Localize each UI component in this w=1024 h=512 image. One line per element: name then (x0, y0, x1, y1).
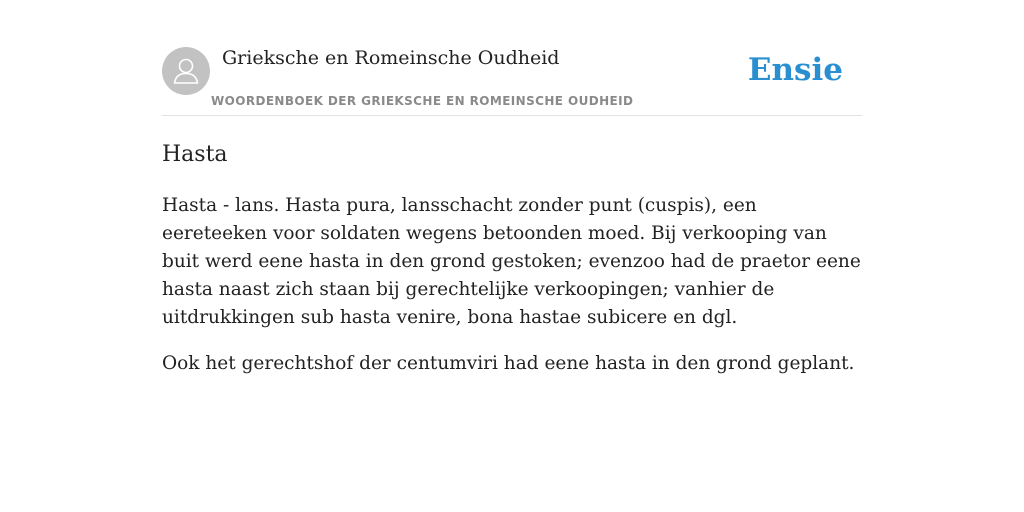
entry-title: Hasta (162, 142, 228, 167)
entry-body (162, 192, 862, 396)
ensie-logo[interactable]: Ensie (747, 52, 843, 88)
source-subtitle: WOORDENBOEK DER GRIEKSCHE EN ROMEINSCHE OUDHEID (211, 94, 634, 108)
page (162, 0, 862, 374)
header (162, 0, 862, 116)
user-icon (162, 47, 210, 95)
source-title[interactable]: Grieksche en Romeinsche Oudheid (222, 47, 560, 69)
avatar[interactable] (162, 47, 210, 95)
entry-paragraph: Hasta - lans. Hasta pura, lansschacht zonder punt (cuspis), een eereteeken voor soldaten wegens betoonden moed. Bij verkooping van buit werd eene hasta in den grond gestoken; evenzoo had de praetor eene hasta naast zich staan bij gerechtelijke verkoopingen; vanhier de uitdrukkingen sub hasta venire, bona hastae subicere en dgl. (162, 195, 861, 328)
entry-paragraph: Ook het gerechtshof der centumviri had eene hasta in den grond geplant. (162, 353, 855, 374)
